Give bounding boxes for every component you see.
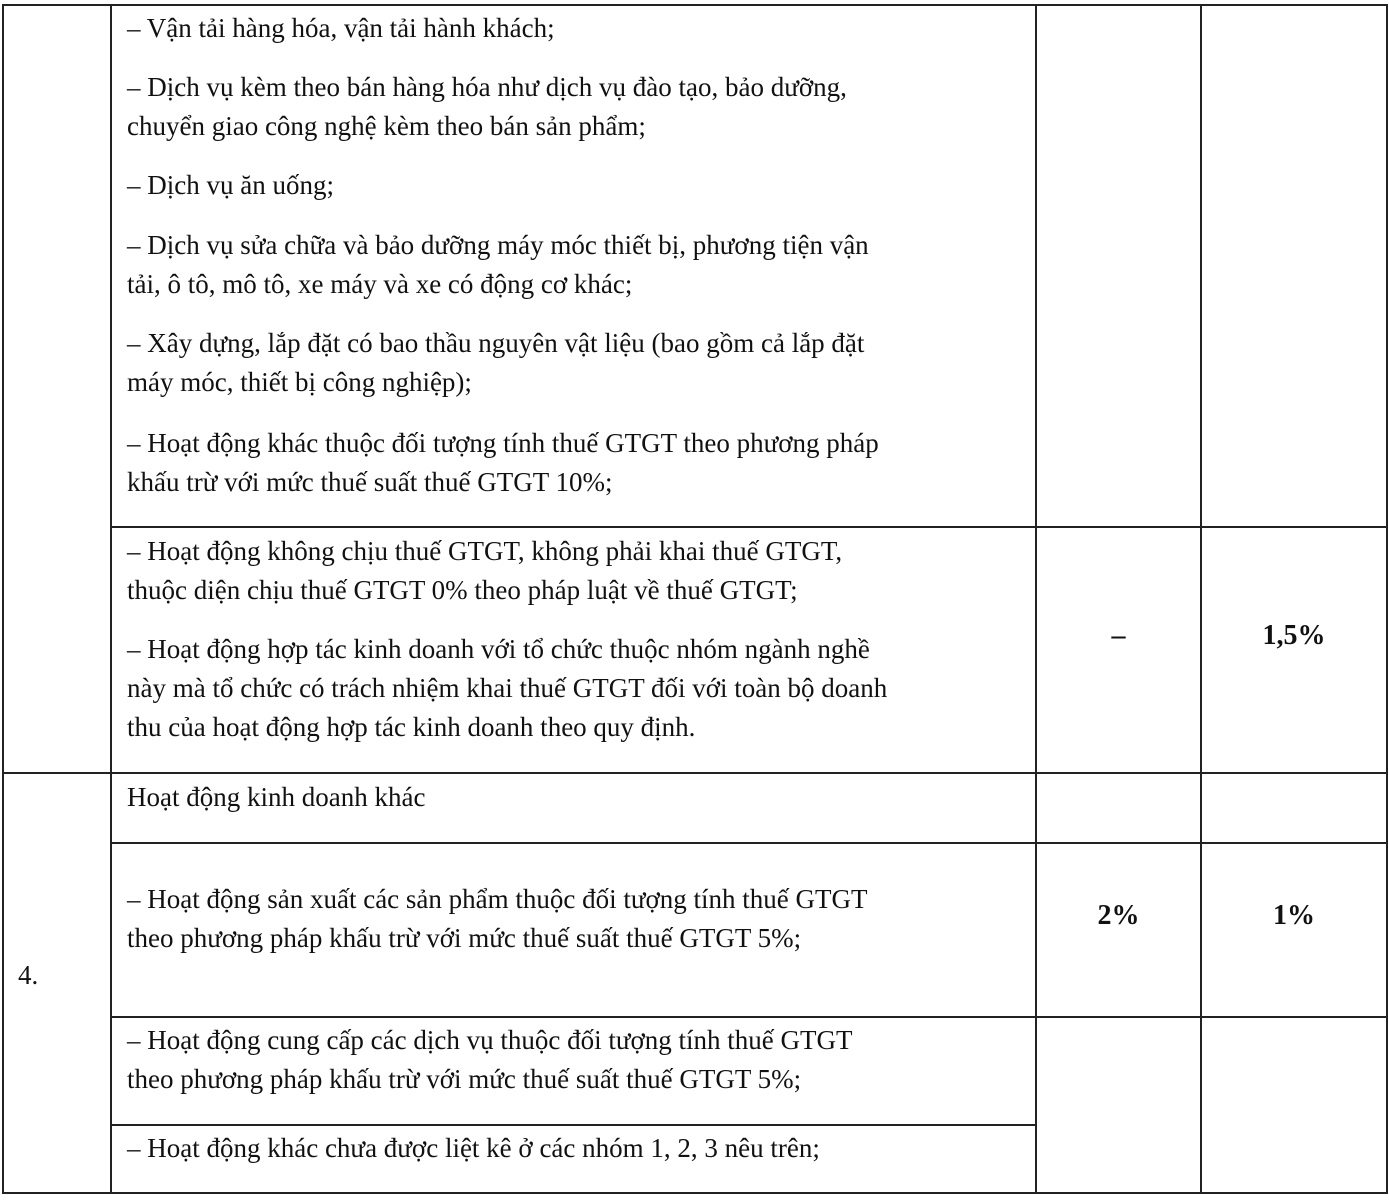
item-text: – Dịch vụ kèm theo bán hàng hóa như dịch vụ đào tạo, bảo dưỡng, chuyển giao công nghệ kèm theo bán sản phẩm; (127, 72, 847, 141)
row-divider (111, 526, 1388, 528)
pit-rate: 1,5% (1262, 620, 1326, 651)
item-text: – Hoạt động khác thuộc đối tượng tính thuế GTGT theo phương pháp khấu trừ với mức thuế suất thuế GTGT 10%; (127, 428, 879, 497)
item-text: – Dịch vụ sửa chữa và bảo dưỡng máy móc thiết bị, phương tiện vận tải, ô tô, mô tô, xe máy và xe có động cơ khác; (127, 230, 869, 299)
vat-rate: 2% (1097, 900, 1140, 931)
col-border (1386, 4, 1388, 1194)
item-text: – Hoạt động sản xuất các sản phẩm thuộc đối tượng tính thuế GTGT theo phương pháp khấu trừ với mức thuế suất thuế GTGT 5%; (127, 884, 868, 953)
item-text: – Hoạt động cung cấp các dịch vụ thuộc đối tượng tính thuế GTGT theo phương pháp khấu trừ với mức thuế suất thuế GTGT 5%; (127, 1025, 853, 1094)
vat-rate: – (1111, 620, 1126, 651)
col-border (1035, 4, 1037, 1194)
section-number: 4. (18, 960, 39, 990)
item-text: – Xây dựng, lắp đặt có bao thầu nguyên vật liệu (bao gồm cả lắp đặt máy móc, thiết bị công nghiệp); (127, 328, 865, 397)
col-border (110, 4, 112, 1194)
item-text: – Hoạt động hợp tác kinh doanh với tổ chức thuộc nhóm ngành nghề này mà tổ chức có trách nhiệm khai thuế GTGT đối với toàn bộ doanh thu của hoạt động hợp tác kinh doanh theo quy định. (127, 634, 888, 742)
section-title: Hoạt động kinh doanh khác (127, 782, 426, 812)
col-border (2, 4, 4, 1194)
item-text: – Vận tải hàng hóa, vận tải hành khách; (127, 13, 555, 43)
row-divider (111, 842, 1388, 844)
table-border-bottom (2, 1192, 1388, 1194)
row-divider (111, 1124, 1036, 1126)
table-border-top (2, 4, 1388, 6)
row-divider (2, 772, 1388, 774)
col-border (1200, 4, 1202, 1194)
item-text: – Dịch vụ ăn uống; (127, 170, 334, 200)
item-text: – Hoạt động không chịu thuế GTGT, không phải khai thuế GTGT, thuộc diện chịu thuế GTGT 0% theo pháp luật về thuế GTGT; (127, 536, 843, 605)
item-text: – Hoạt động khác chưa được liệt kê ở các nhóm 1, 2, 3 nêu trên; (127, 1133, 820, 1163)
pit-rate: 1% (1273, 900, 1315, 931)
row-divider (111, 1016, 1388, 1018)
